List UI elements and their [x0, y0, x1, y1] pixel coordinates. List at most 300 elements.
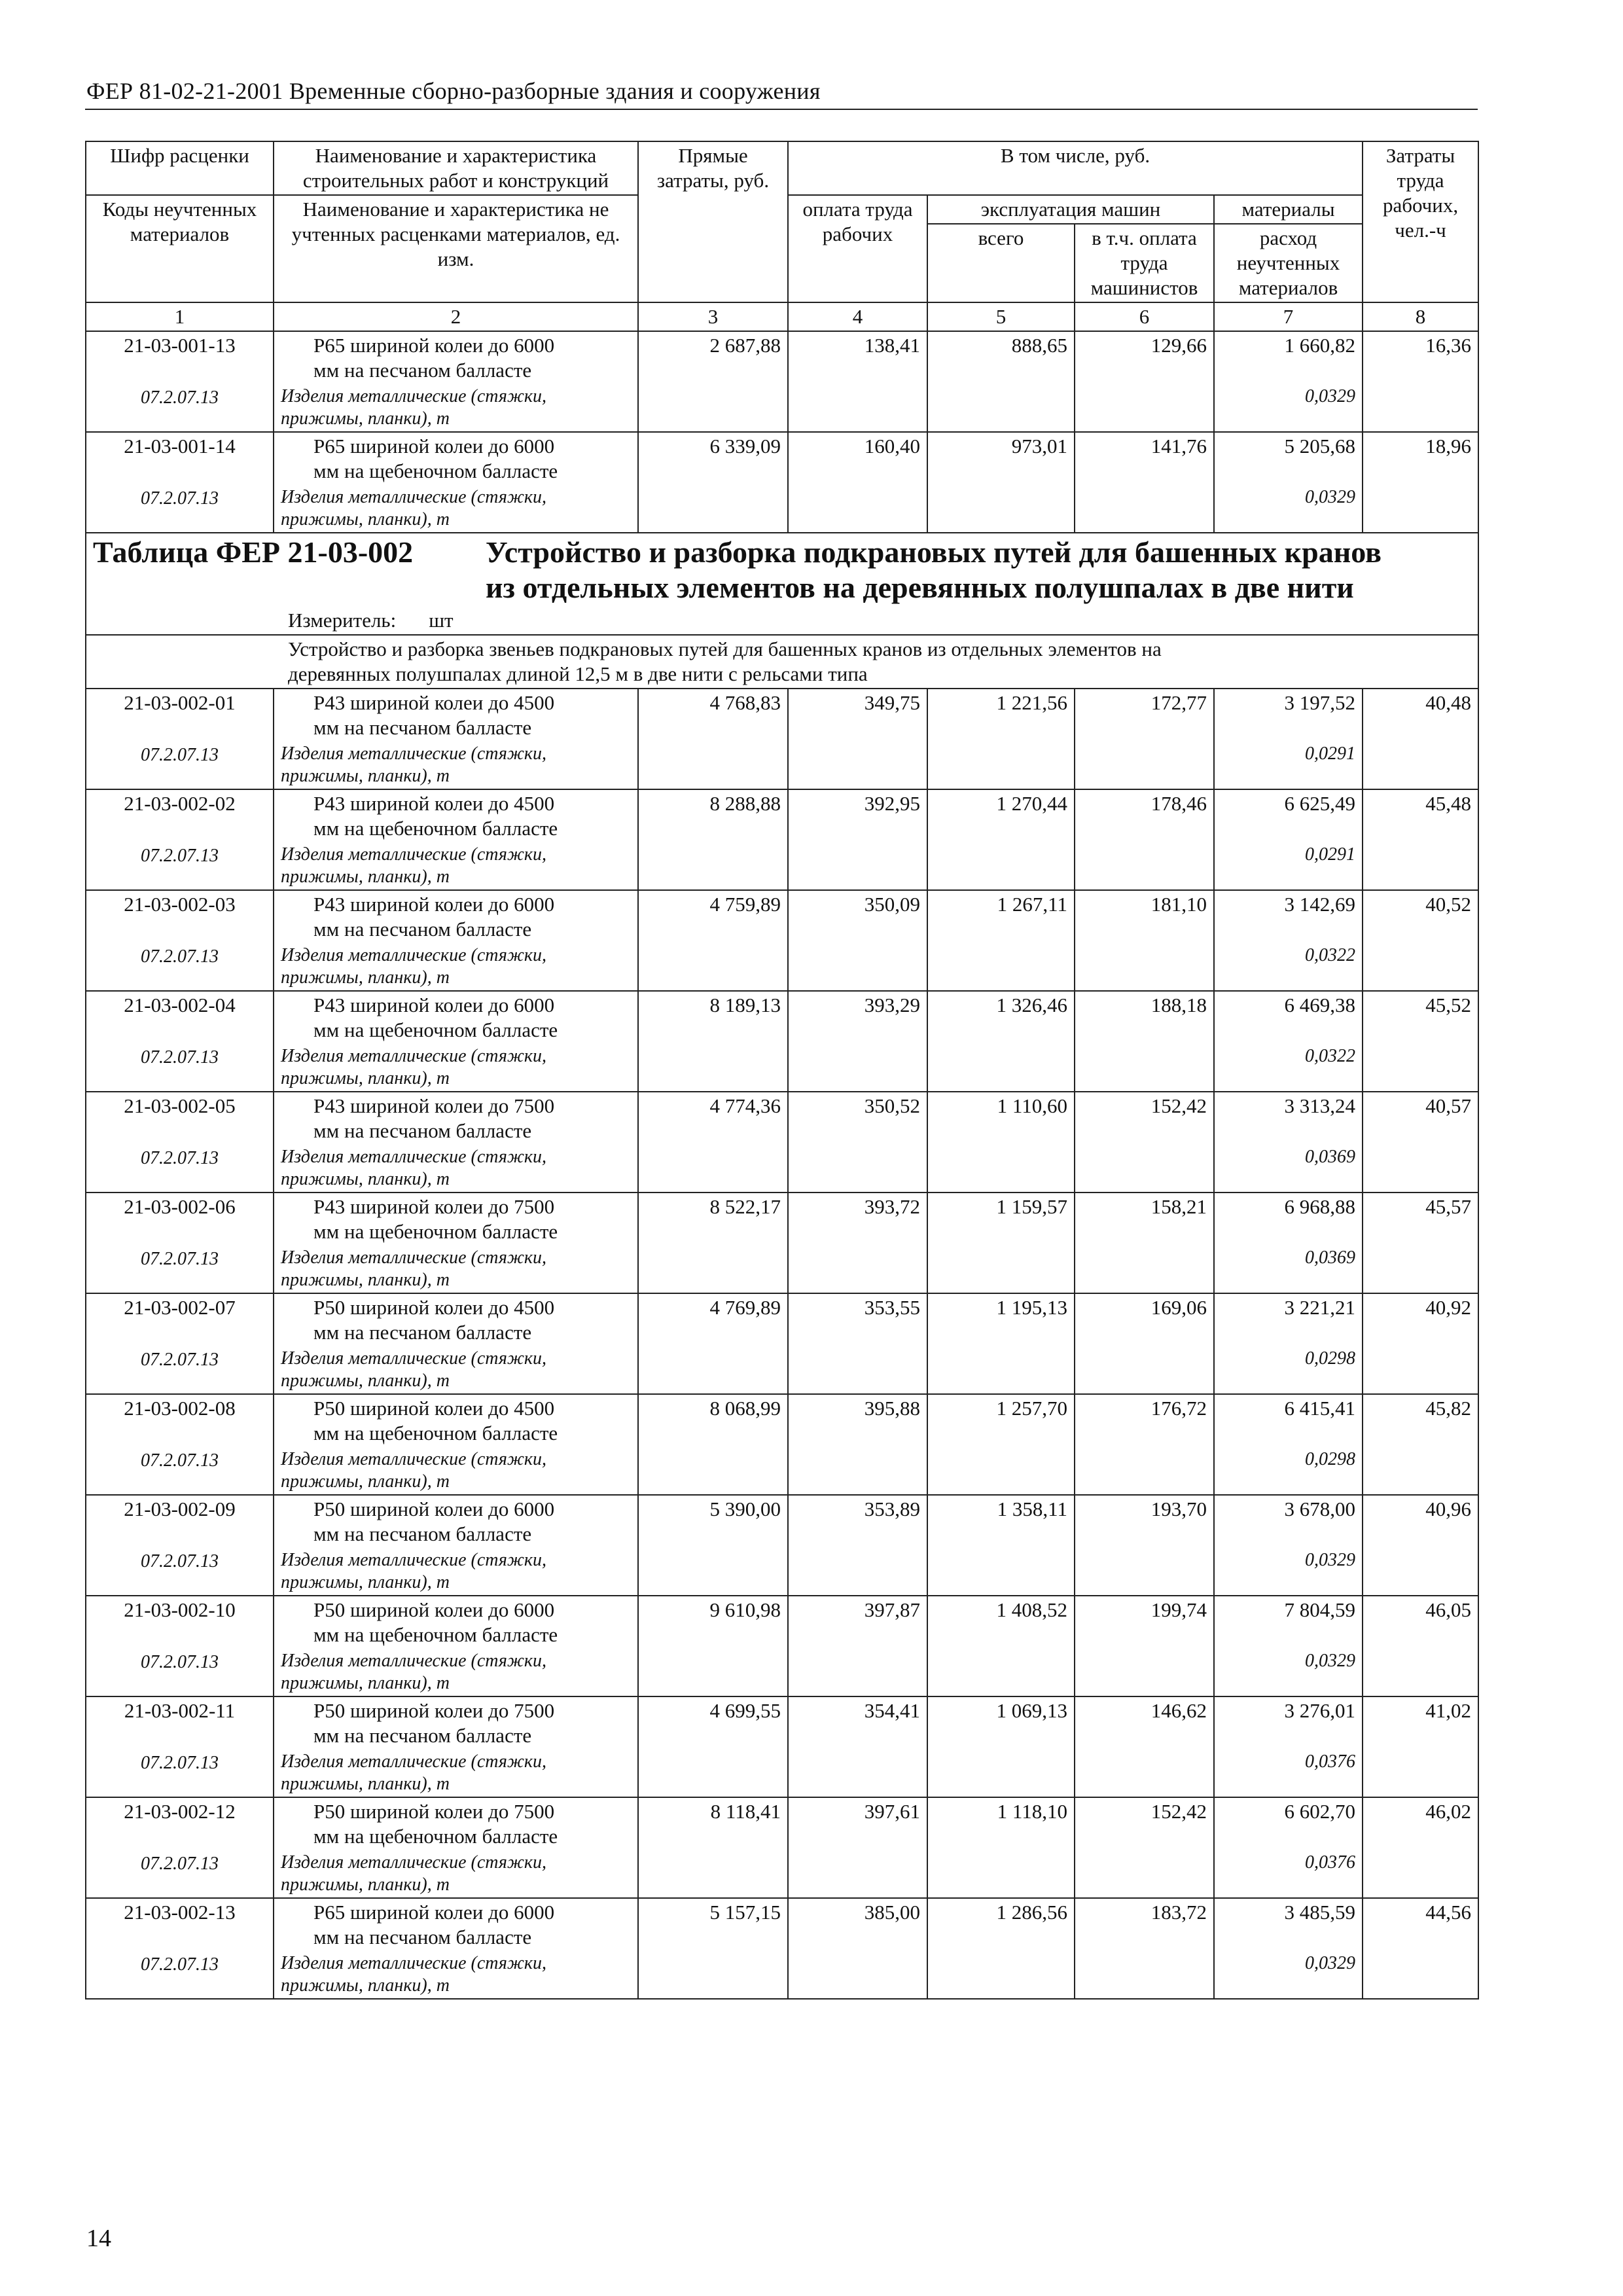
empty-cell	[1075, 1447, 1214, 1495]
material-name	[274, 1145, 638, 1193]
material-name-line: Изделия металлические (стяжки,	[281, 487, 546, 507]
rate-name-line: мм на песчаном балласте	[313, 918, 532, 941]
direct-cost: 8 118,41	[638, 1797, 788, 1850]
col-index: 6	[1075, 302, 1214, 331]
th-name: Наименование и характеристика строительных работ и конструкций	[274, 141, 638, 195]
wages: 350,09	[788, 890, 927, 943]
machines-total: 888,65	[927, 331, 1075, 384]
description-cell	[86, 635, 1478, 689]
labor: 45,52	[1363, 991, 1478, 1044]
rate-name	[274, 991, 638, 1044]
machines-total: 1 267,11	[927, 890, 1075, 943]
empty-cell	[788, 1346, 927, 1394]
machines-wages: 169,06	[1075, 1293, 1214, 1346]
machines-total: 1 270,44	[927, 789, 1075, 842]
empty-cell	[1075, 1951, 1214, 1999]
col-index: 7	[1214, 302, 1363, 331]
rate-name-line: мм на щебеночном балласте	[313, 1018, 558, 1041]
col-index: 8	[1363, 302, 1478, 331]
table-name-line: из отдельных элементов на деревянных полушпалах в две нити	[486, 571, 1354, 604]
rate-row	[86, 432, 1478, 485]
material-name-line: прижимы, планки), т	[281, 766, 450, 786]
empty-cell	[788, 1447, 927, 1495]
rate-row	[86, 1495, 1478, 1548]
material-name	[274, 1246, 638, 1293]
th-labor: Затраты труда рабочих, чел.-ч	[1363, 141, 1478, 302]
th-direct: Прямые затраты, руб.	[638, 141, 788, 302]
material-quantity: 0,0298	[1214, 1447, 1363, 1495]
labor: 18,96	[1363, 432, 1478, 485]
direct-cost: 5 390,00	[638, 1495, 788, 1548]
material-row	[86, 1749, 1478, 1797]
material-row	[86, 1548, 1478, 1596]
machines-total: 1 159,57	[927, 1193, 1075, 1246]
wages: 350,52	[788, 1092, 927, 1145]
rate-name-line: Р43 шириной колеи до 4500	[313, 691, 555, 714]
material-row	[86, 384, 1478, 432]
material-name	[274, 1044, 638, 1092]
material-code: 07.2.07.13	[86, 1145, 274, 1193]
empty-cell	[1363, 1145, 1478, 1193]
empty-cell	[927, 1850, 1075, 1898]
materials: 6 625,49	[1214, 789, 1363, 842]
material-code: 07.2.07.13	[86, 1044, 274, 1092]
rate-row	[86, 1797, 1478, 1850]
rate-row	[86, 1193, 1478, 1246]
material-name-line: прижимы, планки), т	[281, 509, 450, 529]
rate-row	[86, 1696, 1478, 1749]
machines-wages: 152,42	[1075, 1092, 1214, 1145]
machines-total: 1 358,11	[927, 1495, 1075, 1548]
empty-cell	[927, 1749, 1075, 1797]
material-name-line: прижимы, планки), т	[281, 1068, 450, 1088]
machines-total: 1 195,13	[927, 1293, 1075, 1346]
empty-cell	[638, 1749, 788, 1797]
rate-name-line: мм на песчаном балласте	[313, 1926, 532, 1948]
th-machines: эксплуатация машин	[927, 195, 1214, 224]
labor: 40,48	[1363, 689, 1478, 742]
measure-label: Измеритель:	[288, 609, 397, 632]
material-quantity: 0,0291	[1214, 842, 1363, 890]
material-name	[274, 1749, 638, 1797]
empty-cell	[927, 1246, 1075, 1293]
empty-cell	[638, 1447, 788, 1495]
rate-code: 21-03-002-01	[86, 689, 274, 742]
direct-cost: 8 288,88	[638, 789, 788, 842]
materials: 6 415,41	[1214, 1394, 1363, 1447]
empty-cell	[927, 1447, 1075, 1495]
empty-cell	[788, 1749, 927, 1797]
empty-cell	[1363, 1951, 1478, 1999]
empty-cell	[1363, 943, 1478, 991]
rate-code: 21-03-002-02	[86, 789, 274, 842]
labor: 40,96	[1363, 1495, 1478, 1548]
empty-cell	[1363, 842, 1478, 890]
rate-row	[86, 1394, 1478, 1447]
machines-total: 1 408,52	[927, 1596, 1075, 1649]
wages: 395,88	[788, 1394, 927, 1447]
labor: 40,52	[1363, 890, 1478, 943]
material-code: 07.2.07.13	[86, 1749, 274, 1797]
rate-name-line: мм на песчаном балласте	[313, 359, 532, 382]
machines-total: 1 326,46	[927, 991, 1075, 1044]
material-quantity: 0,0369	[1214, 1246, 1363, 1293]
measure-row	[86, 607, 1478, 635]
empty-cell	[927, 1649, 1075, 1696]
wages: 393,72	[788, 1193, 927, 1246]
machines-total: 1 069,13	[927, 1696, 1075, 1749]
material-name-line: Изделия металлические (стяжки,	[281, 386, 546, 406]
wages: 397,87	[788, 1596, 927, 1649]
material-name-line: прижимы, планки), т	[281, 1371, 450, 1391]
th-materials-use: расход неучтенных материалов	[1214, 224, 1363, 302]
materials: 3 142,69	[1214, 890, 1363, 943]
empty-cell	[788, 485, 927, 533]
empty-cell	[1363, 384, 1478, 432]
wages: 160,40	[788, 432, 927, 485]
material-code: 07.2.07.13	[86, 1548, 274, 1596]
empty-cell	[788, 842, 927, 890]
wages: 353,55	[788, 1293, 927, 1346]
machines-wages: 172,77	[1075, 689, 1214, 742]
machines-total: 1 221,56	[927, 689, 1075, 742]
material-quantity: 0,0298	[1214, 1346, 1363, 1394]
empty-cell	[788, 1145, 927, 1193]
labor: 45,82	[1363, 1394, 1478, 1447]
rate-code: 21-03-001-14	[86, 432, 274, 485]
empty-cell	[927, 1044, 1075, 1092]
material-name	[274, 1346, 638, 1394]
machines-total: 1 257,70	[927, 1394, 1075, 1447]
empty-cell	[788, 1044, 927, 1092]
empty-cell	[1363, 1850, 1478, 1898]
direct-cost: 6 339,09	[638, 432, 788, 485]
rate-code: 21-03-002-08	[86, 1394, 274, 1447]
machines-wages: 193,70	[1075, 1495, 1214, 1548]
empty-cell	[638, 842, 788, 890]
rate-name-line: Р43 шириной колеи до 6000	[313, 893, 555, 916]
rate-name	[274, 432, 638, 485]
empty-cell	[1075, 1749, 1214, 1797]
wages: 392,95	[788, 789, 927, 842]
material-row	[86, 485, 1478, 533]
material-name-line: прижимы, планки), т	[281, 1270, 450, 1290]
rate-name	[274, 1495, 638, 1548]
machines-wages: 141,76	[1075, 432, 1214, 485]
material-name	[274, 1850, 638, 1898]
header-rule	[85, 109, 1478, 110]
empty-cell	[788, 742, 927, 789]
material-name-line: Изделия металлические (стяжки,	[281, 1348, 546, 1369]
rate-name-line: мм на щебеночном балласте	[313, 1825, 558, 1848]
rate-name-line: мм на песчаном балласте	[313, 716, 532, 739]
rate-row	[86, 331, 1478, 384]
material-name	[274, 842, 638, 890]
material-row	[86, 1447, 1478, 1495]
empty-cell	[927, 842, 1075, 890]
material-code: 07.2.07.13	[86, 1649, 274, 1696]
material-code: 07.2.07.13	[86, 943, 274, 991]
machines-wages: 188,18	[1075, 991, 1214, 1044]
material-name-line: Изделия металлические (стяжки,	[281, 1449, 546, 1469]
th-including: В том числе, руб.	[788, 141, 1363, 195]
materials: 3 197,52	[1214, 689, 1363, 742]
empty-cell	[1075, 742, 1214, 789]
empty-cell	[638, 1346, 788, 1394]
table-title-cell	[86, 533, 1478, 607]
wages: 353,89	[788, 1495, 927, 1548]
direct-cost: 4 759,89	[638, 890, 788, 943]
rate-name-line: Р50 шириной колеи до 4500	[313, 1296, 555, 1319]
table-number: Таблица ФЕР 21-03-002	[93, 535, 414, 569]
materials: 3 276,01	[1214, 1696, 1363, 1749]
page-number: 14	[86, 2225, 111, 2252]
rate-row	[86, 991, 1478, 1044]
material-quantity: 0,0322	[1214, 1044, 1363, 1092]
th-code: Шифр расценки	[86, 141, 274, 195]
direct-cost: 9 610,98	[638, 1596, 788, 1649]
rate-row	[86, 1293, 1478, 1346]
wages: 393,29	[788, 991, 927, 1044]
materials: 3 678,00	[1214, 1495, 1363, 1548]
material-name	[274, 943, 638, 991]
machines-total: 1 118,10	[927, 1797, 1075, 1850]
running-header: ФЕР 81-02-21-2001 Временные сборно-разборные здания и сооружения	[86, 78, 821, 104]
labor: 45,57	[1363, 1193, 1478, 1246]
empty-cell	[927, 485, 1075, 533]
empty-cell	[638, 485, 788, 533]
material-name-line: Изделия металлические (стяжки,	[281, 1651, 546, 1671]
empty-cell	[1075, 1850, 1214, 1898]
empty-cell	[1075, 1548, 1214, 1596]
rate-code: 21-03-002-10	[86, 1596, 274, 1649]
machines-wages: 181,10	[1075, 890, 1214, 943]
machines-wages: 199,74	[1075, 1596, 1214, 1649]
labor: 41,02	[1363, 1696, 1478, 1749]
materials: 6 469,38	[1214, 991, 1363, 1044]
material-name	[274, 1649, 638, 1696]
rate-name-line: мм на щебеночном балласте	[313, 1220, 558, 1243]
material-row	[86, 1346, 1478, 1394]
empty-cell	[1363, 742, 1478, 789]
material-code: 07.2.07.13	[86, 1447, 274, 1495]
empty-cell	[788, 1951, 927, 1999]
empty-cell	[927, 943, 1075, 991]
col-index: 4	[788, 302, 927, 331]
rate-name-line: мм на щебеночном балласте	[313, 817, 558, 840]
material-quantity: 0,0376	[1214, 1749, 1363, 1797]
direct-cost: 4 769,89	[638, 1293, 788, 1346]
empty-cell	[638, 1044, 788, 1092]
rate-name-line: Р50 шириной колеи до 7500	[313, 1699, 555, 1722]
th-machines-total: всего	[927, 224, 1075, 302]
rate-row	[86, 890, 1478, 943]
rate-name	[274, 1394, 638, 1447]
rate-code: 21-03-001-13	[86, 331, 274, 384]
col-index: 2	[274, 302, 638, 331]
col-index: 5	[927, 302, 1075, 331]
empty-cell	[1075, 1346, 1214, 1394]
rate-name-line: Р65 шириной колеи до 6000	[313, 334, 555, 357]
machines-wages: 158,21	[1075, 1193, 1214, 1246]
wages: 138,41	[788, 331, 927, 384]
description-line: деревянных полушпалах длиной 12,5 м в две нити с рельсами типа	[288, 662, 868, 685]
materials: 7 804,59	[1214, 1596, 1363, 1649]
material-name	[274, 1951, 638, 1999]
empty-cell	[1075, 384, 1214, 432]
rate-code: 21-03-002-05	[86, 1092, 274, 1145]
material-name-line: Изделия металлические (стяжки,	[281, 744, 546, 764]
empty-cell	[927, 1145, 1075, 1193]
machines-wages: 146,62	[1075, 1696, 1214, 1749]
materials: 1 660,82	[1214, 331, 1363, 384]
empty-cell	[788, 1850, 927, 1898]
rate-name	[274, 1293, 638, 1346]
material-quantity: 0,0329	[1214, 485, 1363, 533]
direct-cost: 4 768,83	[638, 689, 788, 742]
materials: 3 313,24	[1214, 1092, 1363, 1145]
rate-name-line: мм на щебеночном балласте	[313, 459, 558, 482]
rate-name-line: Р43 шириной колеи до 7500	[313, 1094, 555, 1117]
material-quantity: 0,0291	[1214, 742, 1363, 789]
material-row	[86, 1850, 1478, 1898]
empty-cell	[1363, 1346, 1478, 1394]
direct-cost: 4 699,55	[638, 1696, 788, 1749]
material-code: 07.2.07.13	[86, 1850, 274, 1898]
wages: 385,00	[788, 1898, 927, 1951]
rate-name-line: Р65 шириной колеи до 6000	[313, 435, 555, 457]
rate-name-line: мм на песчаном балласте	[313, 1522, 532, 1545]
material-name-line: Изделия металлические (стяжки,	[281, 1247, 546, 1268]
material-code: 07.2.07.13	[86, 1246, 274, 1293]
material-name	[274, 384, 638, 432]
material-quantity: 0,0369	[1214, 1145, 1363, 1193]
empty-cell	[788, 1246, 927, 1293]
empty-cell	[1363, 1044, 1478, 1092]
rate-name	[274, 1696, 638, 1749]
empty-cell	[788, 1548, 927, 1596]
empty-cell	[1363, 1548, 1478, 1596]
direct-cost: 8 068,99	[638, 1394, 788, 1447]
rate-row	[86, 1596, 1478, 1649]
description-row	[86, 635, 1478, 689]
rate-row	[86, 1898, 1478, 1951]
empty-cell	[927, 1951, 1075, 1999]
material-row	[86, 1044, 1478, 1092]
material-code: 07.2.07.13	[86, 485, 274, 533]
direct-cost: 8 189,13	[638, 991, 788, 1044]
material-quantity: 0,0322	[1214, 943, 1363, 991]
material-quantity: 0,0329	[1214, 1548, 1363, 1596]
machines-wages: 152,42	[1075, 1797, 1214, 1850]
rate-name	[274, 1797, 638, 1850]
material-row	[86, 1246, 1478, 1293]
materials: 6 968,88	[1214, 1193, 1363, 1246]
material-name-line: прижимы, планки), т	[281, 408, 450, 429]
wages: 397,61	[788, 1797, 927, 1850]
rate-name	[274, 1898, 638, 1951]
material-name-line: Изделия металлические (стяжки,	[281, 945, 546, 965]
materials: 5 205,68	[1214, 432, 1363, 485]
rate-code: 21-03-002-03	[86, 890, 274, 943]
machines-total: 973,01	[927, 432, 1075, 485]
rate-code: 21-03-002-06	[86, 1193, 274, 1246]
empty-cell	[638, 1850, 788, 1898]
material-quantity: 0,0329	[1214, 384, 1363, 432]
rate-code: 21-03-002-09	[86, 1495, 274, 1548]
empty-cell	[1363, 1649, 1478, 1696]
material-code: 07.2.07.13	[86, 1346, 274, 1394]
th-codes-unaccounted: Коды неучтенных материалов	[86, 195, 274, 302]
material-name	[274, 1447, 638, 1495]
material-code: 07.2.07.13	[86, 384, 274, 432]
materials: 3 221,21	[1214, 1293, 1363, 1346]
material-name-line: прижимы, планки), т	[281, 1572, 450, 1592]
direct-cost: 2 687,88	[638, 331, 788, 384]
material-name-line: Изделия металлические (стяжки,	[281, 1852, 546, 1873]
column-index-row	[86, 302, 1478, 331]
direct-cost: 5 157,15	[638, 1898, 788, 1951]
empty-cell	[638, 742, 788, 789]
labor: 40,57	[1363, 1092, 1478, 1145]
material-name-line: прижимы, планки), т	[281, 1874, 450, 1895]
material-code: 07.2.07.13	[86, 1951, 274, 1999]
rate-name	[274, 1092, 638, 1145]
material-code: 07.2.07.13	[86, 842, 274, 890]
material-name-line: Изделия металлические (стяжки,	[281, 1751, 546, 1772]
machines-total: 1 110,60	[927, 1092, 1075, 1145]
empty-cell	[1363, 1447, 1478, 1495]
material-name	[274, 485, 638, 533]
rate-name-line: мм на щебеночном балласте	[313, 1422, 558, 1444]
material-row	[86, 1145, 1478, 1193]
empty-cell	[927, 742, 1075, 789]
empty-cell	[1075, 1145, 1214, 1193]
rate-name	[274, 890, 638, 943]
table-title-row	[86, 533, 1478, 607]
col-index: 1	[86, 302, 274, 331]
th-machines-wages: в т.ч. оплата труда машинистов	[1075, 224, 1214, 302]
materials: 3 485,59	[1214, 1898, 1363, 1951]
table-name-line: Устройство и разборка подкрановых путей для башенных кранов	[486, 535, 1382, 569]
material-name-line: Изделия металлические (стяжки,	[281, 1550, 546, 1570]
material-name-line: прижимы, планки), т	[281, 967, 450, 988]
rate-code: 21-03-002-12	[86, 1797, 274, 1850]
material-name-line: прижимы, планки), т	[281, 1673, 450, 1693]
machines-wages: 129,66	[1075, 331, 1214, 384]
rate-name-line: Р43 шириной колеи до 6000	[313, 994, 555, 1016]
rate-code: 21-03-002-13	[86, 1898, 274, 1951]
direct-cost: 4 774,36	[638, 1092, 788, 1145]
labor: 44,56	[1363, 1898, 1478, 1951]
empty-cell	[788, 1649, 927, 1696]
material-row	[86, 943, 1478, 991]
empty-cell	[1075, 1649, 1214, 1696]
material-name-line: Изделия металлические (стяжки,	[281, 1147, 546, 1167]
th-wages: оплата труда рабочих	[788, 195, 927, 302]
rate-name	[274, 1193, 638, 1246]
empty-cell	[1075, 485, 1214, 533]
empty-cell	[1363, 1246, 1478, 1293]
empty-cell	[638, 1951, 788, 1999]
material-name	[274, 742, 638, 789]
empty-cell	[788, 384, 927, 432]
machines-wages: 176,72	[1075, 1394, 1214, 1447]
material-name-line: прижимы, планки), т	[281, 1975, 450, 1996]
machines-wages: 183,72	[1075, 1898, 1214, 1951]
machines-wages: 178,46	[1075, 789, 1214, 842]
rate-name	[274, 331, 638, 384]
